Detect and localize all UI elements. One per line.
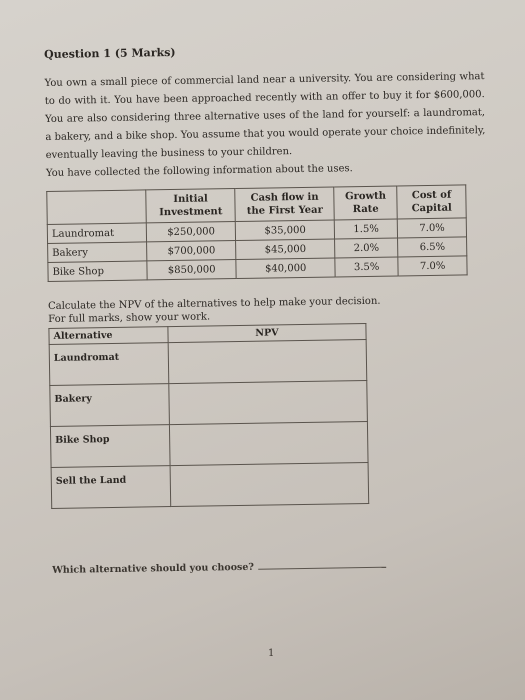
cashflow-cell: $40,000 [236, 258, 335, 279]
calc-instruction [48, 293, 488, 326]
npv-header-npv: NPV [168, 323, 366, 342]
npv-answer-cell[interactable] [169, 380, 368, 424]
npv-answer-table [48, 323, 369, 509]
question-title: Question 1 (5 Marks) [44, 45, 176, 61]
collected-info-line: You have collected the following information about the uses. [45, 163, 353, 179]
table-row [50, 421, 368, 467]
table-row [51, 462, 369, 508]
alternative-label: Bike Shop [50, 425, 170, 468]
question-paragraph: You own a small piece of commercial land near a university. You are considering what to do with it. You have been approached recently with an offer to buy it for $600,000. You are also considering three alternative uses of the land for yourself: a laundromat, a bakery, and a bike shop. You assume that you would operate your choice indefinitely, eventually leaving the business to your children. [44, 71, 486, 161]
info-header-cost: Cost of Capital [397, 185, 466, 219]
table-row [50, 380, 368, 426]
growth-cell: 3.5% [335, 257, 399, 277]
row-label: Bakery [48, 242, 147, 263]
alternative-label: Sell the Land [51, 466, 171, 509]
growth-cell: 1.5% [334, 219, 398, 239]
row-label: Bike Shop [48, 261, 147, 282]
calc-line-2: For full marks, show your work. [48, 311, 211, 325]
choice-question-text: Which alternative should you choose? [52, 561, 255, 576]
growth-cell: 2.0% [335, 238, 399, 258]
investment-cell: $850,000 [147, 260, 237, 280]
cost-cell: 6.5% [398, 237, 467, 257]
choice-question [52, 558, 492, 576]
cost-cell: 7.0% [398, 218, 467, 238]
investment-cell: $700,000 [147, 241, 237, 261]
answer-blank-line[interactable] [258, 567, 386, 570]
npv-header-alternative: Alternative [49, 327, 168, 345]
page-number: 1 [268, 648, 275, 659]
cashflow-cell: $45,000 [236, 239, 335, 260]
calc-line-1: Calculate the NPV of the alternatives to help make your decision. [47, 295, 381, 312]
npv-answer-cell[interactable] [169, 421, 368, 465]
table-row [49, 339, 367, 385]
investment-cell: $250,000 [146, 222, 236, 242]
info-header-growth: Growth Rate [334, 186, 398, 220]
info-header-cashflow: Cash flow in the First Year [235, 187, 334, 222]
alternative-label: Bakery [50, 384, 170, 427]
alternative-label: Laundromat [49, 343, 169, 386]
row-label: Laundromat [47, 223, 146, 244]
npv-answer-cell[interactable] [170, 462, 369, 506]
uses-info-table [46, 184, 467, 282]
cost-cell: 7.0% [398, 256, 467, 276]
info-header-investment: Initial Investment [146, 189, 236, 223]
question-content [44, 41, 492, 576]
npv-answer-cell[interactable] [168, 339, 367, 383]
cashflow-cell: $35,000 [236, 220, 335, 241]
info-header-blank [47, 190, 147, 225]
